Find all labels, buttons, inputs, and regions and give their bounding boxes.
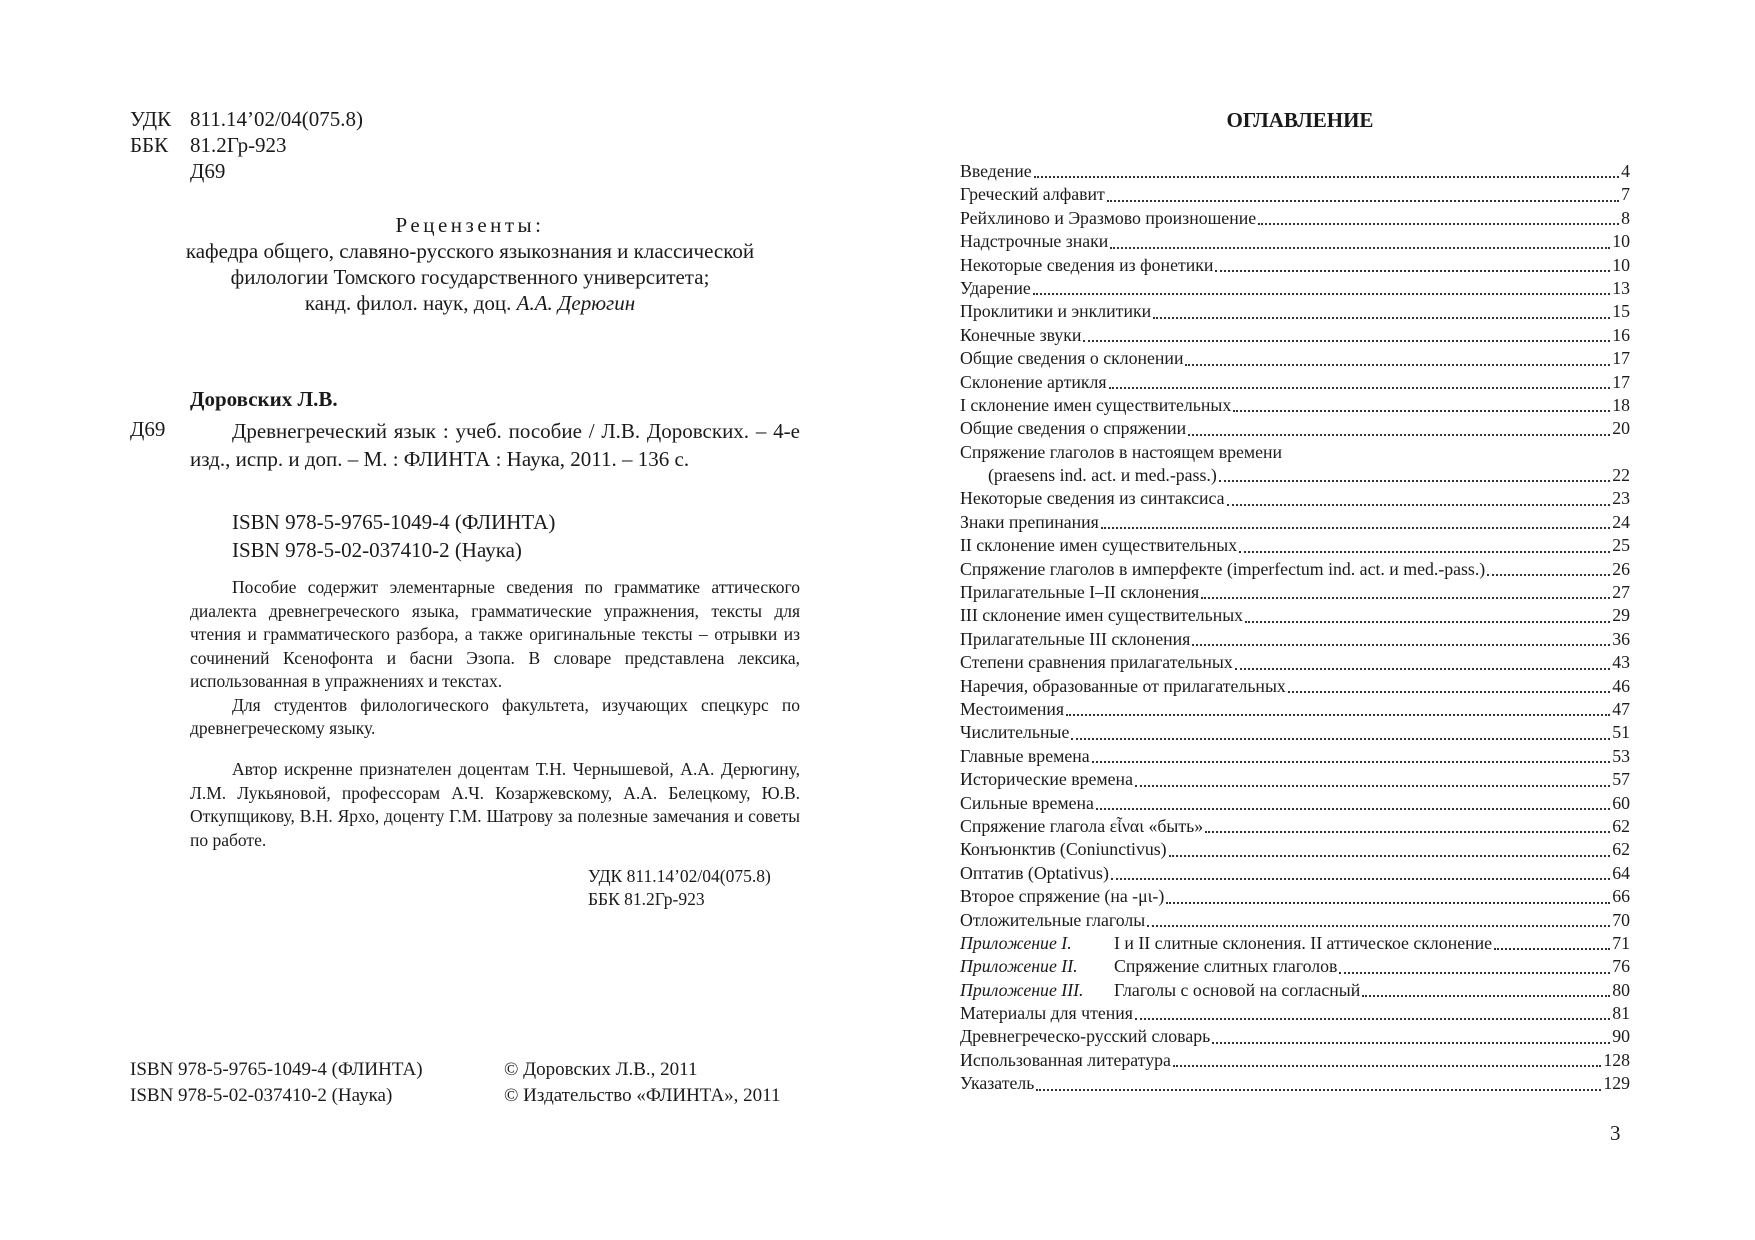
udk-label: УДК (130, 107, 172, 131)
toc-entry-label (960, 1002, 1133, 1025)
toc-entry-label (960, 277, 1031, 300)
toc-entry-text: Ударение (960, 277, 1031, 298)
toc-entry-text: Глаголы с основой на согласный (1114, 979, 1361, 1000)
toc-entry (960, 254, 1630, 277)
toc-entry-label (960, 487, 1225, 510)
toc-page-number: 60 (1612, 792, 1630, 813)
toc-leader-dots (1212, 1041, 1610, 1044)
toc-entry-label (960, 160, 1032, 183)
toc-entry-label (960, 511, 1099, 534)
toc-entry (960, 347, 1630, 370)
toc-leader-dots (1339, 971, 1610, 974)
toc-entry (960, 1072, 1630, 1095)
toc-entry (960, 604, 1630, 627)
toc-page-number: 16 (1612, 324, 1630, 345)
toc-entry (960, 815, 1630, 838)
toc-entry-label (960, 745, 1090, 768)
toc-appendix-prefix: Приложение III. (960, 979, 1084, 1000)
udk-footer: УДК 811.14’02/04(075.8) (588, 866, 771, 886)
toc-entry (960, 721, 1630, 744)
toc-entry-label (960, 300, 1151, 323)
toc-leader-dots (1219, 479, 1610, 482)
toc-leader-dots (1107, 199, 1619, 202)
toc-page-number: 53 (1612, 745, 1630, 766)
isbn-flinta: ISBN 978-5-9765-1049-4 (ФЛИНТА) (232, 510, 556, 534)
toc-entry-text: Введение (960, 161, 1032, 181)
abstract-paragraph-1: Пособие содержит элементарные сведения по грамматике аттического диалекта древнегреческого языка, грамматические упражнения, тексты для чтения и грамматического разбора, а также оригинальные тексты – отрывки из сочинений Ксенофонта и басни Эзопа. В словаре представлена лексика, использованная в упражнениях и текстах. (190, 577, 800, 691)
toc-entry-text: Рейхлиново и Эразмово произношение (960, 207, 1257, 228)
toc-page-number: 57 (1612, 769, 1630, 790)
toc-entry-text: Некоторые сведения из фонетики (960, 254, 1214, 275)
toc-leader-dots (1233, 409, 1610, 412)
toc-entry (960, 909, 1630, 932)
toc-title: ОГЛАВЛЕНИЕ (1226, 108, 1374, 132)
toc-entry (960, 698, 1630, 721)
toc-entry-label (960, 909, 1145, 932)
copyright (504, 1057, 780, 1109)
catalog-footer (588, 865, 771, 911)
toc-leader-dots (1169, 854, 1611, 857)
toc-entry (960, 1025, 1630, 1048)
toc-entry-label (960, 885, 1164, 908)
toc-leader-dots (1188, 433, 1610, 436)
copyright-publisher: © Издательство «ФЛИНТА», 2011 (504, 1085, 781, 1106)
toc-leader-dots (1173, 1064, 1601, 1067)
toc-page-number: 29 (1612, 605, 1630, 626)
reviewers-line-3 (130, 290, 810, 316)
toc-entry (960, 441, 1630, 464)
abstract-paragraph-2: Для студентов филологического факультета, изучающих спецкурс по древнегреческому языку. (190, 694, 800, 738)
toc-leader-dots (1066, 713, 1610, 716)
toc-entry (960, 1049, 1630, 1072)
toc-entry-text: Спряжение глаголов в имперфекте (imperfectum ind. act. и med.-pass.) (960, 558, 1486, 579)
toc-leader-dots (1245, 620, 1610, 623)
toc-leader-dots (1235, 667, 1611, 670)
toc-page-number: 24 (1612, 511, 1630, 532)
toc-entry-text: Спряжение глаголов в настоящем времени (960, 441, 1283, 462)
toc-page-number: 70 (1612, 909, 1630, 930)
toc-entry-label (960, 768, 1133, 791)
toc-leader-dots (1215, 269, 1610, 272)
toc-entry (960, 745, 1630, 768)
toc-page-number: 4 (1621, 161, 1630, 181)
toc-entry-label (960, 955, 1337, 978)
toc-entry-label (960, 1072, 1034, 1095)
toc-page-number: 47 (1612, 698, 1630, 719)
toc-page-number: 80 (1612, 979, 1630, 1000)
toc-entry (960, 394, 1630, 417)
toc-entry-text: I и II слитные склонения. II аттическое склонение (1114, 932, 1493, 953)
toc-leader-dots (1109, 386, 1611, 389)
toc-entry-label (960, 862, 1109, 885)
reviewers-line-2: филологии Томского государственного университета; (230, 265, 710, 289)
toc-entry (960, 487, 1630, 510)
toc-page-number: 76 (1612, 956, 1630, 977)
toc-page-number: 51 (1612, 722, 1630, 743)
toc-entry-label (960, 371, 1107, 394)
toc-entry-text: Материалы для чтения (960, 1003, 1133, 1024)
author-mark: Д69 (190, 159, 226, 183)
toc-appendix-prefix: Приложение II. (960, 956, 1078, 977)
toc-entry-text: Конъюнктив (Coniunctivus) (960, 839, 1167, 860)
toc-entry-text: Использованная литература (960, 1049, 1171, 1070)
toc-entry (960, 862, 1630, 885)
toc-entry-label (960, 651, 1233, 674)
udk-row (130, 106, 363, 132)
toc-page-number: 7 (1621, 184, 1630, 205)
toc-entry-label (960, 721, 1069, 744)
toc-entry-text: Исторические времена (960, 769, 1133, 790)
toc-leader-dots (1101, 526, 1610, 529)
reviewer-name: А.А. Дерюгин (516, 291, 636, 315)
toc-leader-dots (1487, 573, 1610, 576)
toc-page-number: 15 (1612, 301, 1630, 322)
toc-leader-dots (1185, 363, 1610, 366)
toc-entry-text: Конечные звуки (960, 324, 1082, 345)
toc-leader-dots (1147, 924, 1610, 927)
toc-entry (960, 324, 1630, 347)
toc-entry-text: Степени сравнения прилагательных (960, 652, 1233, 673)
toc-entry-label (960, 558, 1485, 581)
toc-entry-text: Общие сведения о склонении (960, 348, 1184, 369)
acknowledgement-text: Автор искренне признателен доцентам Т.Н. Чернышевой, А.А. Дерюгину, Л.М. Лукьяновой, профессорам А.Ч. Козаржевскому, А.А. Белецкому, Ю.В. Откупщикову, В.Н. Ярхо, доценту Г.М. Шатрову за полезные замечания и советы по работе. (190, 759, 800, 850)
toc-entry (960, 183, 1630, 206)
isbn-list (232, 508, 555, 564)
toc-page-number: 46 (1612, 675, 1630, 696)
toc-entry-label (960, 838, 1167, 861)
toc-entry-label (960, 628, 1190, 651)
toc-entry-text: Знаки препинания (960, 511, 1099, 532)
toc-entry (960, 534, 1630, 557)
toc-entry-text: Надстрочные знаки (960, 231, 1109, 252)
toc-leader-dots (1034, 175, 1619, 178)
toc-leader-dots (1110, 246, 1610, 249)
toc-leader-dots (1071, 737, 1610, 740)
toc-page-number: 90 (1612, 1026, 1630, 1047)
isbn-bottom (130, 1057, 423, 1109)
bibliographic-record: Древнегреческий язык : учеб. пособие / Л.В. Доровских. – 4-е изд., испр. и доп. – М. : ФЛИНТА : Наука, 2011. – 136 с. (190, 419, 800, 471)
table-of-contents (960, 160, 1630, 1096)
toc-entry-label (960, 417, 1186, 440)
library-code: Д69 (130, 417, 166, 441)
toc-entry-label (960, 324, 1081, 347)
toc-entry (960, 955, 1630, 978)
toc-entry (960, 651, 1630, 674)
toc-entry-text: Наречия, образованные от прилагательных (960, 675, 1286, 696)
toc-leader-dots (1153, 316, 1610, 319)
toc-page-number: 81 (1612, 1003, 1630, 1024)
toc-leader-dots (1201, 596, 1610, 599)
toc-entry-label (960, 815, 1203, 838)
toc-entry-text: Прилагательные I–II склонения (960, 582, 1200, 603)
toc-entry-text: Прилагательные III склонения (960, 628, 1191, 649)
toc-entry-label (960, 394, 1231, 417)
toc-entry-text: Общие сведения о спряжении (960, 418, 1187, 439)
toc-entry-label (960, 792, 1094, 815)
toc-leader-dots (1111, 877, 1610, 880)
toc-leader-dots (1239, 550, 1610, 553)
isbn-bottom-2: ISBN 978-5-02-037410-2 (Наука) (130, 1085, 393, 1106)
bbk-value: 81.2Гр-923 (190, 133, 287, 157)
toc-appendix-prefix: Приложение I. (960, 932, 1072, 953)
toc-entry (960, 979, 1630, 1002)
toc-entry (960, 558, 1630, 581)
isbn-bottom-1: ISBN 978-5-9765-1049-4 (ФЛИНТА) (130, 1059, 423, 1080)
toc-leader-dots (1135, 784, 1610, 787)
toc-leader-dots (1192, 643, 1610, 646)
toc-entry-text: Числительные (960, 722, 1070, 743)
toc-page-number: 25 (1612, 535, 1630, 556)
toc-entry (960, 464, 1630, 487)
toc-entry-text: Склонение артикля (960, 371, 1107, 392)
toc-page-number: 27 (1612, 582, 1630, 603)
author-mark-row (130, 158, 363, 184)
toc-page-number: 64 (1612, 862, 1630, 883)
toc-entry (960, 371, 1630, 394)
toc-entry (960, 277, 1630, 300)
toc-leader-dots (1362, 994, 1610, 997)
toc-entry-text: (praesens ind. act. и med.-pass.) (988, 465, 1217, 486)
toc-entry (960, 160, 1630, 183)
bbk-label: ББК (130, 133, 169, 157)
toc-entry-text: III склонение имен существительных (960, 605, 1244, 626)
toc-entry (960, 417, 1630, 440)
toc-entry-label (960, 675, 1286, 698)
toc-entry-label (960, 581, 1199, 604)
reviewer-title: канд. филол. наук, доц. (304, 291, 512, 315)
toc-entry-text: Древнегреческо-русский словарь (960, 1026, 1211, 1047)
toc-entry (960, 768, 1630, 791)
toc-entry-label (960, 464, 1217, 487)
toc-entry-text: Спряжение слитных глаголов (1114, 956, 1338, 977)
toc-leader-dots (1036, 1088, 1601, 1091)
toc-entry-label (960, 604, 1243, 627)
toc-page-number: 20 (1612, 418, 1630, 439)
toc-entry-label (960, 441, 1282, 464)
toc-page-number: 10 (1612, 231, 1630, 252)
toc-entry (960, 511, 1630, 534)
toc-page-number: 66 (1612, 886, 1630, 907)
toc-page-number: 62 (1612, 815, 1630, 836)
toc-entry-text: Оптатив (Optativus) (960, 862, 1109, 883)
toc-entry (960, 207, 1630, 230)
toc-leader-dots (1288, 690, 1610, 693)
toc-page-number: 17 (1612, 371, 1630, 392)
toc-entry (960, 581, 1630, 604)
toc-leader-dots (1494, 947, 1610, 950)
toc-entry-text: I склонение имен существительных (960, 394, 1232, 415)
toc-entry (960, 628, 1630, 651)
page-number: 3 (1610, 1121, 1621, 1145)
toc-leader-dots (1096, 807, 1610, 810)
toc-leader-dots (1033, 292, 1610, 295)
toc-entry-label (960, 698, 1064, 721)
reviewers-block (130, 212, 810, 316)
toc-leader-dots (1092, 760, 1611, 763)
toc-leader-dots (1166, 901, 1610, 904)
toc-entry (960, 792, 1630, 815)
toc-entry-label (960, 183, 1105, 206)
toc-page-number: 23 (1612, 488, 1630, 509)
reviewers-heading: Рецензенты: (395, 213, 545, 237)
toc-leader-dots (1135, 1017, 1610, 1020)
toc-entry-text: Второе спряжение (на -μι-) (960, 886, 1165, 907)
abstract (190, 576, 800, 741)
toc-entry-text: Некоторые сведения из синтаксиса (960, 488, 1225, 509)
toc-entry-text: Главные времена (960, 745, 1090, 766)
toc-leader-dots (1258, 222, 1619, 225)
toc-page-number: 62 (1612, 839, 1630, 860)
toc-page-number: 43 (1612, 652, 1630, 673)
toc-entry (960, 932, 1630, 955)
toc-page-number: 36 (1612, 628, 1630, 649)
toc-entry-text: Указатель (960, 1073, 1035, 1094)
toc-entry (960, 230, 1630, 253)
toc-page-number: 22 (1612, 465, 1630, 486)
toc-leader-dots (1227, 503, 1611, 506)
isbn-nauka: ISBN 978-5-02-037410-2 (Наука) (232, 538, 522, 562)
toc-entry-label (960, 1049, 1171, 1072)
toc-page-number: 26 (1612, 558, 1630, 579)
toc-page-number: 71 (1612, 932, 1630, 953)
toc-page-number: 8 (1621, 207, 1630, 228)
toc-entry-text: Местоимения (960, 698, 1065, 719)
acknowledgement (190, 758, 800, 852)
toc-entry-text: Спряжение глагола εἶναι «быть» (960, 815, 1204, 836)
toc-page-number: 129 (1603, 1073, 1630, 1094)
toc-entry-label (960, 347, 1183, 370)
toc-page-number: 128 (1603, 1049, 1630, 1070)
toc-entry (960, 1002, 1630, 1025)
toc-entry-label (960, 534, 1237, 557)
toc-leader-dots (1205, 830, 1610, 833)
toc-entry-label (960, 230, 1108, 253)
toc-entry-text: II склонение имен существительных (960, 535, 1238, 556)
toc-page-number: 13 (1612, 277, 1630, 298)
toc-entry-label (960, 932, 1492, 955)
bbk-row (130, 132, 363, 158)
toc-entry-label (960, 254, 1213, 277)
toc-page-number: 17 (1612, 348, 1630, 369)
toc-entry (960, 885, 1630, 908)
toc-page-number: 10 (1612, 254, 1630, 275)
copyright-author: © Доровских Л.В., 2011 (504, 1059, 698, 1080)
toc-page-number: 18 (1612, 394, 1630, 415)
toc-entry-text: Отложительные глаголы (960, 909, 1146, 930)
toc-entry (960, 675, 1630, 698)
author-heading: Доровских Л.В. (190, 387, 338, 411)
toc-entry-text: Сильные времена (960, 792, 1094, 813)
toc-entry (960, 838, 1630, 861)
toc-entry-label (960, 207, 1256, 230)
toc-entry-text: Проклитики и энклитики (960, 301, 1152, 322)
reviewers-line-1: кафедра общего, славяно-русского языкознания и классической (185, 239, 755, 263)
bbk-footer: ББК 81.2Гр-923 (588, 889, 705, 909)
toc-entry-label (960, 979, 1360, 1002)
toc-entry-label (960, 1025, 1210, 1048)
catalog-codes (130, 106, 363, 184)
toc-entry-text: Греческий алфавит (960, 184, 1105, 205)
toc-entry (960, 300, 1630, 323)
toc-leader-dots (1083, 339, 1610, 342)
udk-value: 811.14’02/04(075.8) (190, 107, 364, 131)
